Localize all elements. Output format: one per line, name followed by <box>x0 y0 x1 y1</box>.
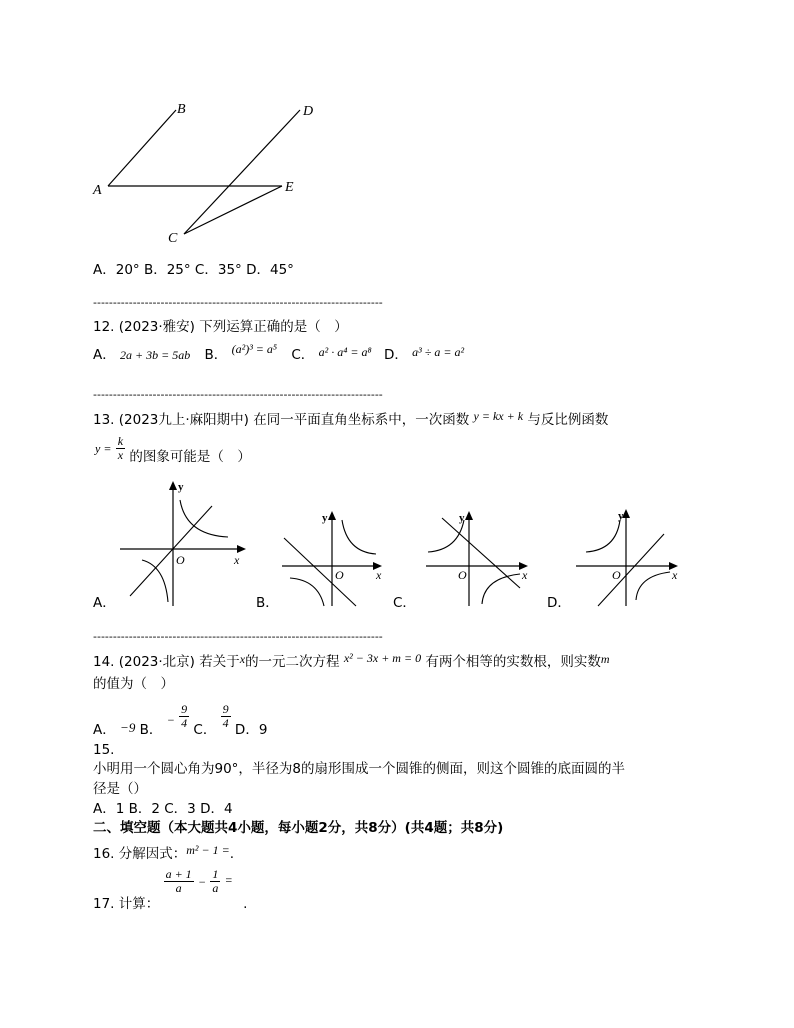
q13-stem-prefix: 13. (2023九上·麻阳期中) 在同一平面直角坐标系中，一次函数 <box>93 412 470 428</box>
section-2-title: 二、填空题（本大题共4小题，每小题2分，共8分）(共4题；共8分) <box>93 820 504 836</box>
q13-stem-line2 <box>95 434 251 465</box>
q14-opt-a-val: −9 <box>120 719 136 735</box>
q12-options <box>93 342 465 364</box>
q17-frac2-num: 1 <box>212 867 219 881</box>
graph-b-origin: O <box>335 568 344 582</box>
graph-a-origin: O <box>176 553 185 567</box>
graph-d-y-label: y <box>618 510 624 522</box>
q14-stem-mid2: 有两个相等的实数根，则实数 <box>425 654 601 670</box>
q17-frac2-den: a <box>212 881 219 895</box>
point-label-e: E <box>285 180 294 195</box>
q13-stem <box>93 411 608 429</box>
q14-opt-b-num: 9 <box>181 702 188 716</box>
q13-inverse-lhs: y = <box>95 441 112 456</box>
q12-opt-a-math: 2a + 3b = 5ab <box>120 348 191 362</box>
q13-inverse-fraction <box>116 435 125 462</box>
geometry-figure <box>90 98 330 248</box>
q14-opt-c-label: C． <box>193 721 217 738</box>
q14-var-m: m <box>600 652 610 666</box>
q16-math: m² − 1 = <box>186 843 230 857</box>
q17-fraction-2 <box>210 868 220 895</box>
point-label-b: B <box>177 102 186 117</box>
q13-option-b-label: B． <box>256 595 279 611</box>
q14-equation: x² − 3x + m = 0 <box>343 651 422 665</box>
q17-frac1-num: a + 1 <box>165 867 192 881</box>
point-label-a: A <box>93 183 102 198</box>
q15-line1: 小明用一个圆心角为90°，半径为8的扇形围成一个圆锥的侧面，则这个圆锥的底面圆的半 <box>93 761 626 777</box>
q14-stem <box>93 653 610 671</box>
q13-option-d-label: D． <box>547 595 571 611</box>
graph-d-x-label: x <box>672 568 678 582</box>
segment-cd <box>184 110 300 234</box>
point-label-c: C <box>168 231 178 246</box>
q13-graph-d <box>574 506 684 608</box>
q12-opt-d-label: D． <box>383 347 408 363</box>
q12-opt-a-label: A． <box>93 347 116 363</box>
q15-options: A．1 B．2 C．3 D．4 <box>93 801 233 817</box>
q15-line2: 径是（） <box>93 781 147 797</box>
q14-stem-line2: 的值为（ ） <box>93 676 174 692</box>
q17 <box>93 866 247 910</box>
q13-stem-end: 的图象可能是（ ） <box>129 448 251 465</box>
q13-option-a-label: A． <box>93 595 116 611</box>
q14-opt-b-fraction <box>179 703 189 730</box>
q14-stem-mid: 的一元二次方程 <box>245 654 340 670</box>
q12-opt-d-math: a³ ÷ a = a² <box>412 345 465 359</box>
q13-option-c-label: C． <box>393 595 416 611</box>
q13-stem-mid: 与反比例函数 <box>527 412 609 428</box>
q17-minus: − <box>197 874 207 889</box>
graph-b-y-label: y <box>322 512 328 524</box>
graph-c-x-label: x <box>522 568 528 582</box>
q13-graph-b <box>280 508 390 608</box>
q12-opt-b-label: B． <box>204 347 228 363</box>
graph-a-y-label: y <box>178 481 184 493</box>
point-label-d: D <box>303 104 314 119</box>
q14-opt-b-den: 4 <box>181 716 188 730</box>
separator-2: ------------------------------------------------------------------------- <box>93 388 383 401</box>
graph-c-origin: O <box>458 568 467 582</box>
q14-opt-c-den: 4 <box>222 716 229 730</box>
q16 <box>93 845 234 863</box>
q13-graph-c <box>424 508 536 608</box>
q12-opt-c-label: C． <box>291 347 315 363</box>
segment-ec <box>184 186 282 234</box>
q17-fraction-1 <box>164 868 194 895</box>
q12-stem: 12. (2023·雅安) 下列运算正确的是（ ） <box>93 319 348 335</box>
q16-end: . <box>229 846 235 862</box>
q14-options <box>93 700 267 740</box>
q13-inverse-den: x <box>117 448 124 462</box>
q12-opt-b-math: (a²)³ = a⁵ <box>231 342 278 356</box>
graph-c-y-label: y <box>459 512 465 524</box>
separator-3: ------------------------------------------------------------------------- <box>93 630 383 643</box>
q17-end: . <box>243 895 248 912</box>
graph-d-origin: O <box>612 568 621 582</box>
q13-linear-fn: y = kx + k <box>473 409 524 423</box>
q13-inverse-num: k <box>117 434 124 448</box>
q16-stem: 16. 分解因式： <box>93 846 187 862</box>
q17-equals: = <box>224 872 233 887</box>
q12-opt-c-math: a² · a⁴ = a⁸ <box>318 345 372 359</box>
q17-stem: 17. 计算： <box>93 895 160 912</box>
q14-opt-b-sign: − <box>166 712 175 727</box>
q14-opt-c-num: 9 <box>222 702 229 716</box>
q14-opt-d: D．9 <box>234 721 268 738</box>
q14-opt-a-label: A． <box>93 721 116 738</box>
q17-frac1-den: a <box>175 881 182 895</box>
separator-1: ------------------------------------------------------------------------- <box>93 296 383 309</box>
graph-b-x-label: x <box>376 568 382 582</box>
q14-var-x: x <box>239 652 246 666</box>
q14-opt-b-label: B． <box>139 721 163 738</box>
q14-opt-c-fraction <box>221 703 231 730</box>
q13-graph-a <box>118 478 253 610</box>
q11-options: A．20° B．25° C．35° D．45° <box>93 262 294 278</box>
graph-a-x-label: x <box>234 553 240 567</box>
segment-ab <box>108 110 176 186</box>
q14-stem-prefix: 14. (2023·北京) 若关于 <box>93 654 240 670</box>
q15-number: 15. <box>93 742 115 758</box>
